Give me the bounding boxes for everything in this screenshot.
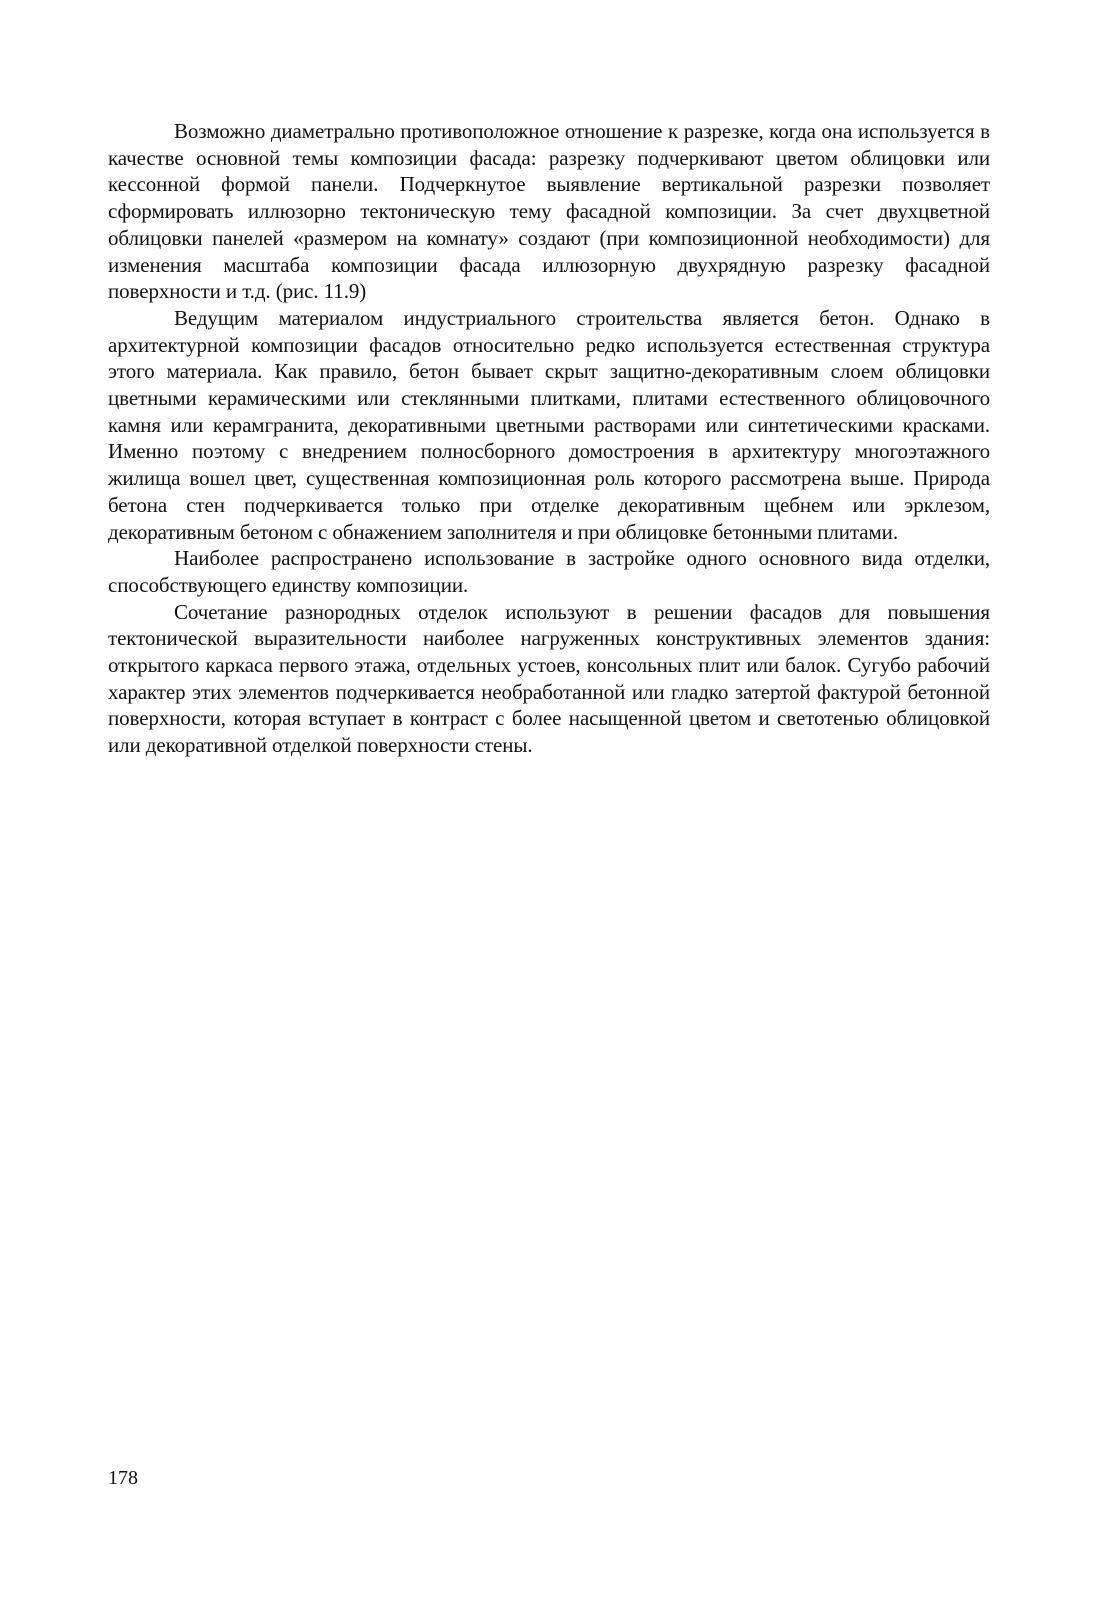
page-number: 178 [108,1467,138,1489]
paragraph-1: Возможно диаметрально противоположное отношение к разрезке, когда она используется в качестве основной темы композиции фасада: разрезку подчеркивают цветом облицовки или кессонной формой панели. Подчеркнутое выявление вертикальной разрезки позволяет сформировать иллюзорно тектоническую тему фасадной композиции. За счет двухцветной облицовки панелей «размером на комнату» создают (при композиционной необходимости) для изменения масштаба композиции фасада иллюзорную двухрядную разрезку фасадной поверхности и т.д. (рис. 11.9) [108,119,990,304]
paragraph-2: Ведущим материалом индустриального строительства является бетон. Однако в архитектурной композиции фасадов относительно редко используется естественная структура этого материала. Как правило, бетон бывает скрыт защитно-декоративным слоем облицовки цветными керамическими или стеклянными плитками, плитами естественного облицовочного камня или керамгранита, декоративными цветными растворами или синтетическими красками. Именно поэтому с внедрением полносборного домостроения в архитектуру многоэтажного жилища вошел цвет, существенная композиционная роль которого рассмотрена выше. Природа бетона стен подчеркивается только при отделке декоративным щебнем или эрклезом, декоративным бетоном с обнажением заполнителя и при облицовке бетонными плитами. [108,305,990,544]
paragraph-4: Сочетание разнородных отделок используют в решении фасадов для повышения тектонической выразительности наиболее нагруженных конструктивных элементов здания: открытого каркаса первого этажа, отдельных устоев, консольных плит или балок. Сугубо рабочий характер этих элементов подчеркивается необработанной или гладко затертой фактурой бетонной поверхности, которая вступает в контраст с более насыщенной цветом и светотенью облицовкой или декоративной отделкой поверхности стены. [108,599,990,758]
body-text [108,118,990,759]
paragraph-3: Наиболее распространено использование в застройке одного основного вида отделки, способствующего единству композиции. [108,546,990,597]
